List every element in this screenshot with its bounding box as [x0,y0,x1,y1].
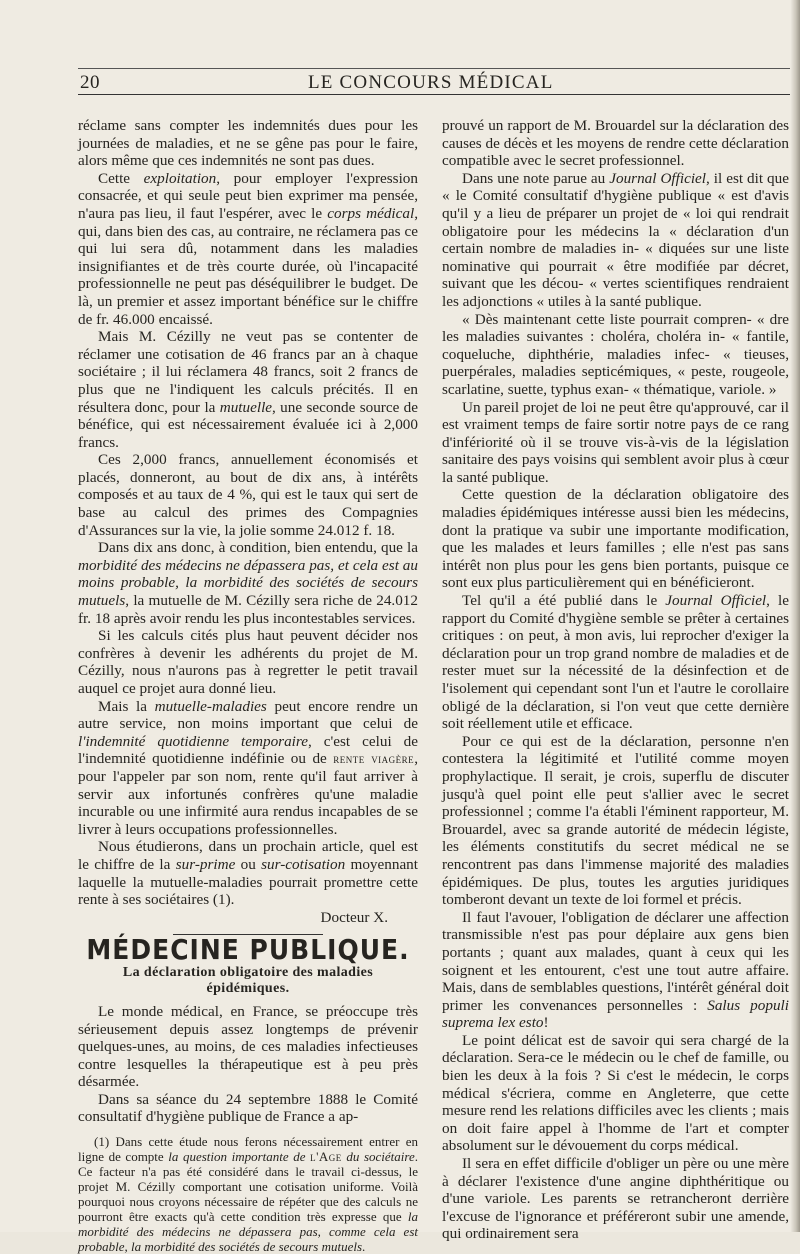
paragraph: Mais M. Cézilly ne veut pas se contenter de réclamer une cotisation de 46 francs par an à chaque sociétaire ; il lui réclamera 48 francs, soit 2 francs de plus que ne l'indiquent les calculs précités. Il en résultera donc, pour la mutuelle, une seconde source de bénéfice, qui est nécessairement évaluée ici à 2,000 francs. [78,328,418,451]
paragraph: Le monde médical, en France, se préoccupe très sérieusement depuis assez longtemps de prévenir quelques-unes, au moins, de ces maladies infectieuses contre lesquelles la thérapeutique est à peu près désarmée. [78,1002,418,1091]
footnote [78,1134,418,1254]
paragraph: Si les calculs cités plus haut peuvent décider nos confrères à devenir les adhérents du projet de M. Cézilly, nous n'aurons pas à regretter le petit travail auquel ce projet aura donné lieu. [78,627,418,697]
paragraph: Un pareil projet de loi ne peut être qu'approuvé, car il est vraiment temps de faire sortir notre pays de ce rang d'infériorité où il se trouve vis-à-vis de la législation sanitaire des pays voisins qui semblent avoir plus à cœur la santé publique. [442,398,789,486]
article-title: La déclaration obligatoire des maladies épidémiques. [122,964,374,996]
section-title: MÉDECINE PUBLIQUE. [86,933,410,966]
paragraph: Ces 2,000 francs, annuellement économisés et placés, donneront, au bout de dix ans, à intérêts composés et au taux de 4 %, qui est le taux qui sert de base au calcul des primes des Compagnies d'Assurances sur la vie, la jolie somme 24.012 f. 18. [78,451,418,539]
left-column [78,117,418,1254]
header-top-rule [78,68,790,69]
paragraph: Le point délicat est de savoir qui sera chargé de la déclaration. Sera-ce le médecin ou le chef de famille, ou bien les deux à la fois ? Si c'est le médecin, le corps médical s'écriera, comme en Angleterre, que cette mesure rend les relations difficiles avec les clients ; mais on doit faire appel à l'homme de l'art et compter absolument sur le dévouement du corps médical. [442,1031,789,1155]
paragraph: Il sera en effet difficile d'obliger un père ou une mère à déclarer l'existence d'une angine diphthéritique ou d'une variole. Les parents se retrancheront derrière l'excuse de l'ignorance et préféreront subir une amende, qui ordinairement sera [442,1155,789,1243]
paragraph: prouvé un rapport de M. Brouardel sur la déclaration des causes de décès et les moyens de rendre cette déclaration compatible avec le secret professionnel. [442,117,789,170]
running-title: LE CONCOURS MÉDICAL [308,72,554,93]
paragraph: Cette exploitation, pour employer l'expression consacrée, et qui seule peut bien exprimer ma pensée, n'aura pas lieu, il faut l'espérer, avec le corps médical, qui, dans bien des cas, au contraire, ne réclamera pas ce qui lui sera dû, notamment dans les maladies insignifiantes et de très courte durée, où l'incapacité professionnelle ne peut pas déséquilibrer le budget. De là, un premier et assez important bénéfice sur le chiffre de fr. 46.000 encaissé. [78,169,418,328]
signature: Docteur X. [320,908,388,926]
page-header [78,68,790,98]
page-number: 20 [80,72,100,93]
paragraph: Dans une note parue au Journal Officiel, il est dit que « le Comité consultatif d'hygiène publique « est d'avis qu'il y a lieu de préparer un projet de « loi qui rendrait obligatoire pour les médecins la « déclaration d'un certain nombre de maladies in- « diquées sur une liste nominative qui pourrait « être modifiée par décret, suivant que les décou- « vertes scientifiques rendraient les adjonctions « utiles à la santé publique. [442,169,789,310]
paragraph: Dans dix ans donc, à condition, bien entendu, que la morbidité des médecins ne dépassera pas, et cela est au moins probable, la morbidité des sociétés de secours mutuels, la mutuelle de M. Cézilly sera riche de 24.012 fr. 18 après avoir rendu les plus incontestables services. [78,539,418,627]
paragraph: réclame sans compter les indemnités dues pour les journées de maladies, et ne se gêne pas pour le faire, alors même que ces indemnités ne sont pas dues. [78,117,418,170]
paragraph: Nous étudierons, dans un prochain article, quel est le chiffre de la sur-prime ou sur-cotisation moyennant laquelle la mutuelle-maladies pourrait promettre cette rente à ses sociétaires (1). [78,838,418,909]
header-bottom-rule [78,94,790,95]
paragraph: « Dès maintenant cette liste pourrait compren- « dre les maladies suivantes : choléra, choléra in- « fantile, coqueluche, diphthérie, maladies infec- « tieuses, puerpérales, maladies septicémiques, « peste, rougeole, scarlatine, suette, typhus exan- « thématique, variole. » [442,310,789,398]
paragraph: Pour ce qui est de la déclaration, personne n'en contestera la légitimité et l'utilité comme moyen prophylactique. Il serait, je crois, superflu de discuter jusqu'à quel point elle peut s'allier avec le secret professionnel ; comme l'a établi l'éminent rapporteur, M. Brouardel, avec sa grande autorité de médecin légiste, les éléments constitutifs du secret médical ne se rencontrent pas dans l'immense majorité des maladies épidémiques. De plus, toutes les arguties juridiques tomberont devant un texte de loi formel et précis. [442,732,789,909]
footnote-text: (1) Dans cette étude nous ferons nécessairement entrer en ligne de compte la question importante de l'Age du sociétaire. Ce facteur n'a pas été considéré dans le travail ci-dessus, le projet M. Cézilly comportant une cotisation uniforme. Voilà pourquoi nous croyons nécessaire de répéter que des calculs ne pourront être exacts qu'à cette condition très expresse que la morbidité des médecins ne dépassera pas, comme cela est probable, la morbidité des sociétés de secours mutuels. [78,1134,418,1254]
right-column [442,117,789,1243]
paragraph: Mais la mutuelle-maladies peut encore rendre un autre service, non moins important que celui de l'indemnité quotidienne temporaire, c'est celui de l'indemnité quotidienne indéfinie ou de rente viagère, pour l'appeler par son nom, rente qu'il faut arriver à servir aux infortunés confrères qu'une maladie incurable ou une infirmité aura rendus incapables de se livrer à leurs occupations professionnelles. [78,697,418,838]
page-edge [790,0,800,1232]
paragraph: Dans sa séance du 24 septembre 1888 le Comité consultatif d'hygiène publique de France a ap- [78,1090,418,1126]
paragraph: Tel qu'il a été publié dans le Journal Officiel, le rapport du Comité d'hygiène semble se prêter à certaines critiques : on peut, à mon avis, lui reprocher d'exiger la déclaration pour un trop grand nombre de maladies et de rester muet sur la nécessité de la désinfection et de l'isolement qui cependant sont l'un et l'autre le corollaire obligé de la déclaration, si l'on veut que cette dernière soit réellement utile et efficace. [442,592,789,733]
paragraph: Il faut l'avouer, l'obligation de déclarer une affection transmissible n'est pas pour déplaire aux gens bien portants ; quant aux malades, quant à ceux qui les soignent et les entourent, c'est une tout autre affaire. Mais, dans de semblables questions, l'intérêt général doit primer les convenances personnelles : Salus populi suprema lex esto! [442,908,789,1032]
paragraph: Cette question de la déclaration obligatoire des maladies épidémiques intéresse aussi bien les médecins, dont la pratique va subir une importante modification, que les malades et leurs familles ; elle n'est pas sans intérêt non plus pour les gens bien portants, puisque ce sont eux plus particulièrement qui en bénéficieront. [442,486,789,592]
